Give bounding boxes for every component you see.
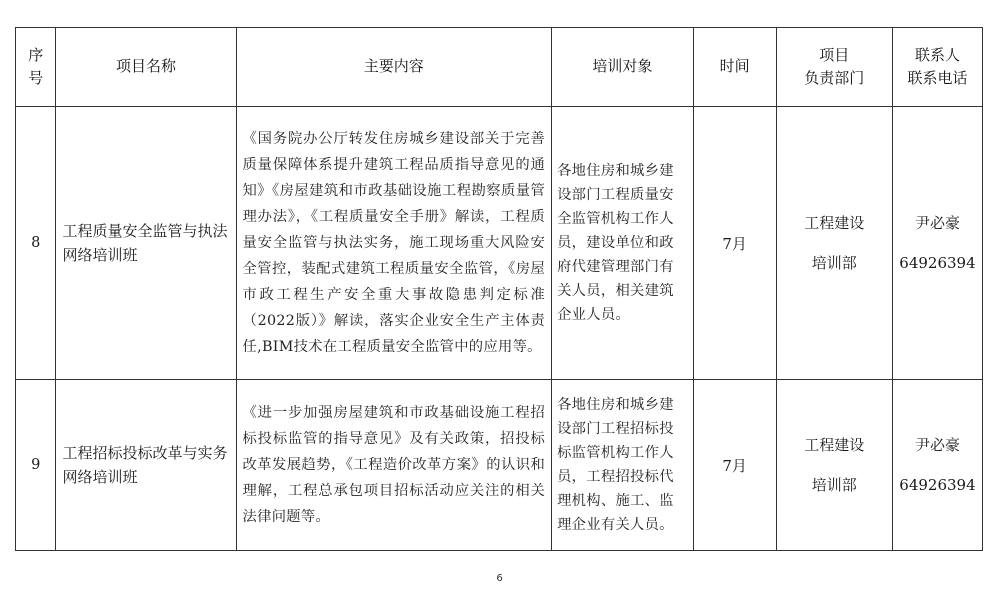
training-target: 各地住房和城乡建设部门工程质量安全监管机构工作人员，建设单位和政府代建管理部门有关人员，相关建筑企业人员。 — [552, 107, 694, 380]
row-number: 9 — [16, 380, 56, 551]
header-target: 培训对象 — [552, 28, 694, 107]
table-header-row — [16, 28, 983, 107]
row-number: 8 — [16, 107, 56, 380]
header-time: 时间 — [693, 28, 776, 107]
header-contact: 联系人 联系电话 — [892, 28, 982, 107]
header-name: 项目名称 — [56, 28, 236, 107]
contact-person: 尹必豪 — [914, 436, 960, 454]
training-target: 各地住房和城乡建设部门工程招标投标监管机构工作人员，工程招投标代理机构、施工、监理企业有关人员。 — [552, 380, 694, 551]
training-table — [15, 27, 983, 551]
training-time: 7月 — [693, 107, 776, 380]
header-content: 主要内容 — [236, 28, 552, 107]
project-name: 工程质量安全监管与执法网络培训班 — [56, 107, 236, 380]
page-number: 6 — [496, 573, 503, 584]
header-seq: 序 号 — [16, 28, 56, 107]
responsible-dept: 工程建设 培训部 — [776, 107, 892, 380]
project-name: 工程招标投标改革与实务网络培训班 — [56, 380, 236, 551]
main-content: 《国务院办公厅转发住房城乡建设部关于完善质量保障体系提升建筑工程品质指导意见的通知》《房屋建筑和市政基础设施工程勘察质量管理办法》，《工程质量安全手册》解读，工程质量安全监管与执法实务，施工现场重大风险安全管控，装配式建筑工程质量安全监管，《房屋市政工程生产安全重大事故隐患判定标准（2022版）》解读，落实企业安全生产主体责任,BIM技术在工程质量安全监管中的应用等。 — [236, 107, 552, 380]
table-row — [16, 107, 983, 380]
main-content: 《进一步加强房屋建筑和市政基础设施工程招标投标监管的指导意见》及有关政策，招投标改革发展趋势，《工程造价改革方案》的认识和理解，工程总承包项目招标活动应关注的相关法律问题等。 — [236, 380, 552, 551]
responsible-dept: 工程建设 培训部 — [776, 380, 892, 551]
table-row — [16, 380, 983, 551]
training-time: 7月 — [693, 380, 776, 551]
contact-person: 尹必豪 — [914, 214, 960, 232]
header-dept: 项目 负责部门 — [776, 28, 892, 107]
contact-phone: 64926394 — [899, 476, 976, 494]
contact-info — [892, 107, 982, 380]
contact-phone: 64926394 — [899, 254, 976, 272]
contact-info — [892, 380, 982, 551]
